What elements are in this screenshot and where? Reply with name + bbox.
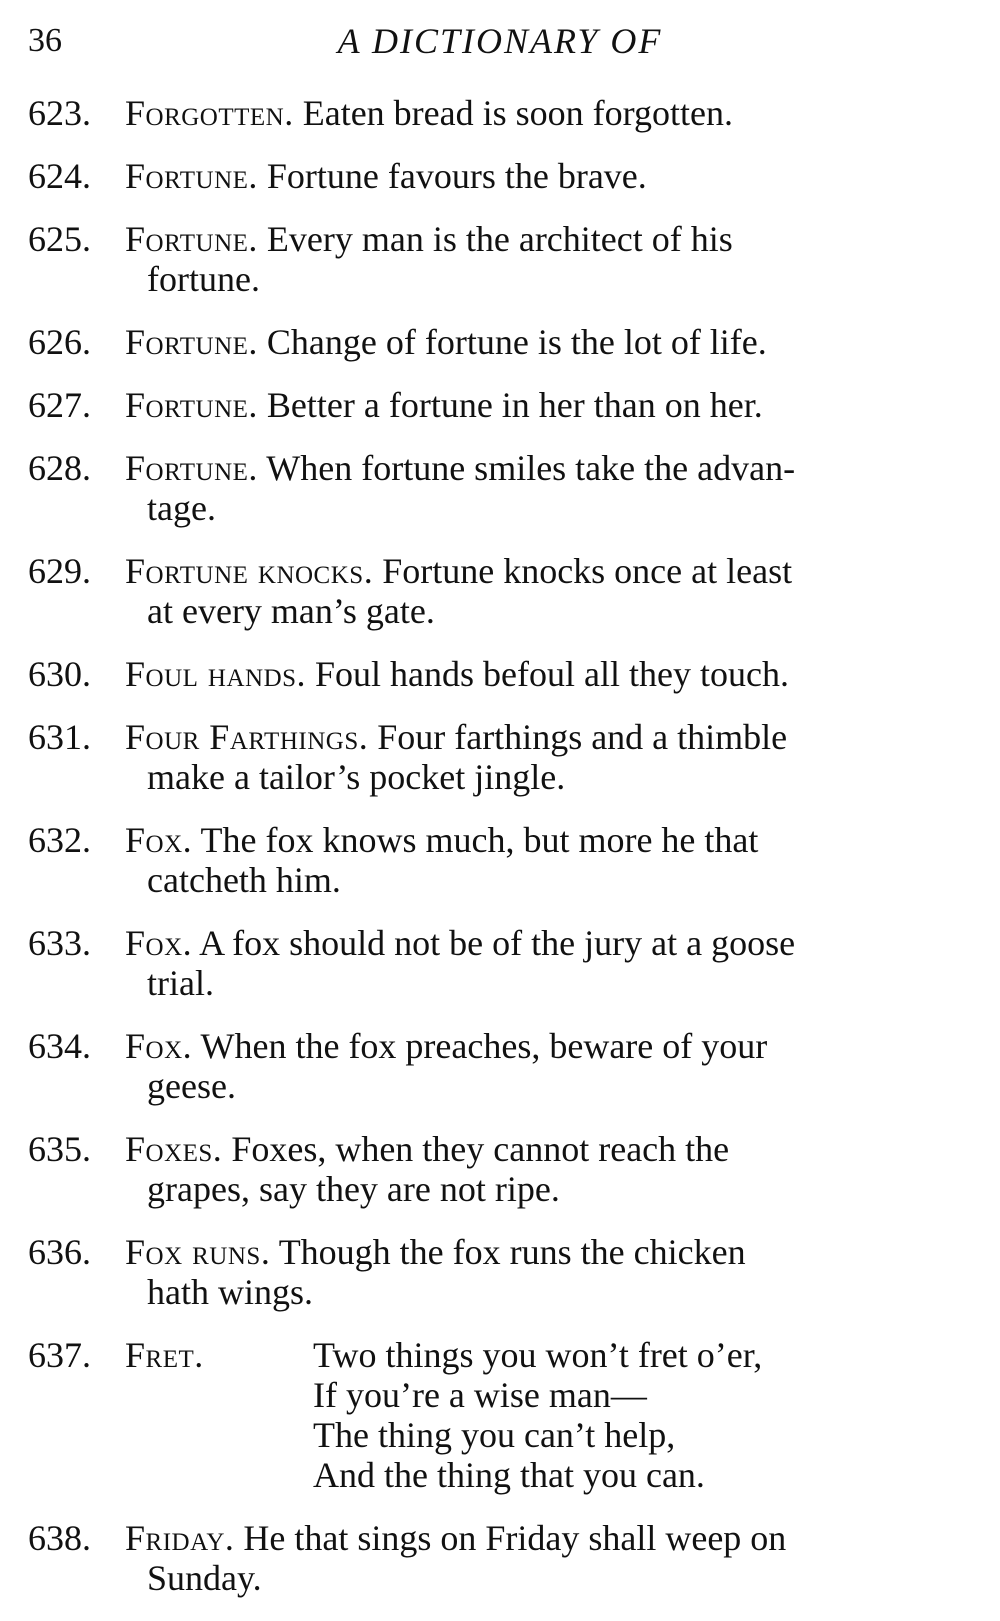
entry-text: Though the fox runs the chicken (278, 1232, 746, 1272)
entry-headword: Foul hands. (125, 654, 307, 694)
verse-block (125, 1335, 968, 1495)
entry-text-continuation: geese. (147, 1066, 236, 1106)
verse-line: And the thing that you can. (313, 1455, 705, 1495)
list-item (28, 1026, 968, 1106)
entry-text: Eaten bread is soon forgotten. (302, 93, 733, 133)
entry-text: Better a fortune in her than on her. (266, 385, 763, 425)
entry-headword: Foxes. (125, 1129, 223, 1169)
entry-headword: Forgotten. (125, 93, 294, 133)
entry-headword: Fox. (125, 820, 193, 860)
entry-text-continuation: make a tailor’s pocket jingle. (147, 757, 566, 797)
entry-number: 626. (28, 322, 91, 362)
page-header (0, 18, 1000, 68)
entry-number: 634. (28, 1026, 91, 1066)
entry-headword: Fortune. (125, 448, 258, 488)
list-item (28, 1518, 968, 1598)
entry-number: 623. (28, 93, 91, 133)
running-head: A DICTIONARY OF (337, 21, 663, 61)
entry-text-continuation: at every man’s gate. (147, 591, 435, 631)
entry-number: 629. (28, 551, 91, 591)
list-item (28, 923, 968, 1003)
entry-number: 632. (28, 820, 91, 860)
entry-text: The fox knows much, but more he that (200, 820, 759, 860)
entry-text: Four farthings and a thimble (377, 717, 788, 757)
entry-headword: Fortune knocks. (125, 551, 374, 591)
list-item (28, 820, 968, 900)
entry-headword: Fox. (125, 923, 193, 963)
page-number: 36 (28, 22, 62, 59)
list-item (28, 1232, 968, 1312)
entry-headword: Fox. (125, 1026, 193, 1066)
list-item (28, 385, 968, 425)
entry-number: 630. (28, 654, 91, 694)
entry-number: 625. (28, 219, 91, 259)
list-item (28, 654, 968, 694)
entry-number: 633. (28, 923, 91, 963)
entry-text-continuation: fortune. (147, 259, 260, 299)
entry-text-continuation: hath wings. (147, 1272, 313, 1312)
entry-text: When the fox preaches, beware of your (200, 1026, 768, 1066)
verse-line: Two things you won’t fret o’er, (313, 1335, 763, 1375)
list-item (28, 717, 968, 797)
entry-text-continuation: Sunday. (147, 1558, 262, 1598)
entry-text-continuation: catcheth him. (147, 860, 341, 900)
entry-text: Foxes, when they cannot reach the (231, 1129, 730, 1169)
entry-text-continuation: trial. (147, 963, 214, 1003)
entry-number: 638. (28, 1518, 91, 1558)
entry-text-continuation: grapes, say they are not ripe. (147, 1169, 560, 1209)
entry-number: 624. (28, 156, 91, 196)
entry-text: Foul hands befoul all they touch. (315, 654, 789, 694)
list-item (28, 219, 968, 299)
list-item (28, 448, 968, 528)
list-item (28, 93, 968, 133)
entry-headword: Fox runs. (125, 1232, 271, 1272)
entry-headword: Fortune. (125, 322, 258, 362)
list-item (28, 1129, 968, 1209)
entry-number: 635. (28, 1129, 91, 1169)
entry-text: When fortune smiles take the advan- (266, 448, 796, 488)
list-item (28, 322, 968, 362)
entry-headword: Fortune. (125, 385, 258, 425)
entry-headword: Fortune. (125, 219, 258, 259)
entry-headword: Fortune. (125, 156, 258, 196)
entry-headword: Friday. (125, 1518, 235, 1558)
entry-text: He that sings on Friday shall weep on (243, 1518, 787, 1558)
list-item (28, 551, 968, 631)
entry-headword: Fret. (125, 1335, 204, 1375)
verse-line: The thing you can’t help, (313, 1415, 676, 1455)
entry-number: 628. (28, 448, 91, 488)
entry-headword: Four Farthings. (125, 717, 369, 757)
entry-text: Every man is the architect of his (266, 219, 733, 259)
entry-text: Change of fortune is the lot of life. (266, 322, 767, 362)
list-item (28, 1335, 968, 1495)
entry-number: 637. (28, 1335, 91, 1375)
verse-line: If you’re a wise man— (313, 1375, 647, 1415)
entry-text-continuation: tage. (147, 488, 216, 528)
entry-number: 627. (28, 385, 91, 425)
entry-text: Fortune knocks once at least (382, 551, 793, 591)
entry-list (28, 93, 968, 1621)
entry-number: 631. (28, 717, 91, 757)
entry-number: 636. (28, 1232, 91, 1272)
list-item (28, 156, 968, 196)
entry-text: Fortune favours the brave. (266, 156, 647, 196)
entry-text: A fox should not be of the jury at a goose (199, 923, 796, 963)
